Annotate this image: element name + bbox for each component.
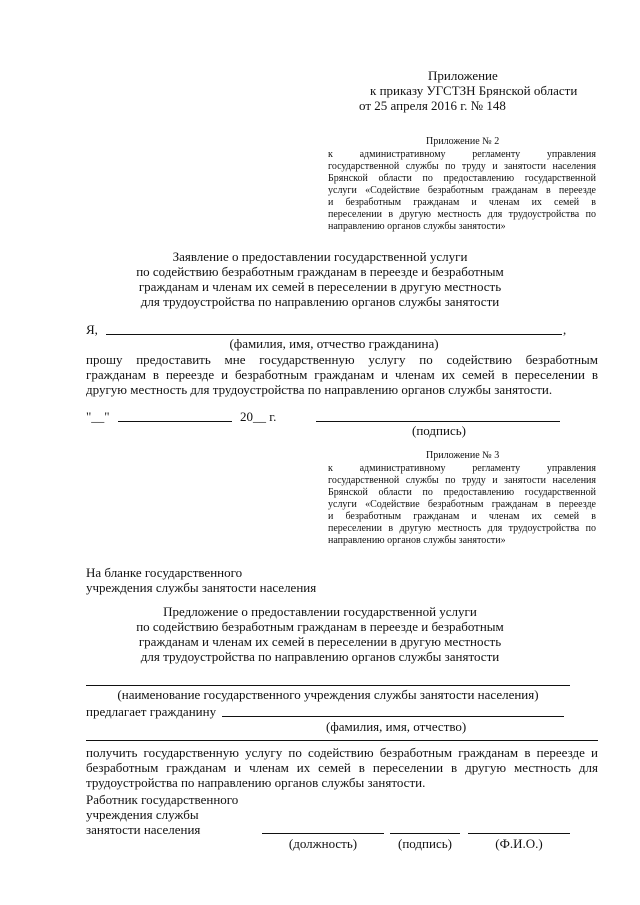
appendix2-line: переселении в другую местность для трудоустройства по [328, 209, 596, 220]
appendix2-title: Приложение № 2 [426, 136, 500, 147]
institution-caption: (наименование государственного учреждения службы занятости населения) [117, 687, 539, 702]
appendix3-line: Брянской области по предоставлению государственной [328, 487, 596, 498]
appendix2-line: услуги «Содействие безработным гражданам в переезде [328, 185, 596, 196]
header-line-1: Приложение [428, 68, 498, 83]
offer-title-line: гражданам и членам их семей в переселении в другую местность [138, 634, 502, 649]
blank-line-1: На бланке государственного [86, 565, 243, 580]
offer-title-line: Предложение о предоставлении государственной услуги [163, 604, 477, 619]
name-caption: (фамилия, имя, отчество гражданина) [229, 336, 439, 351]
worker-line: учреждения службы [86, 807, 199, 822]
application-body-line: другую местность для трудоустройства по направлению органов службы занятости. [86, 382, 553, 397]
i-label: Я, [86, 322, 98, 337]
fio-caption: (фамилия, имя, отчество) [326, 719, 467, 734]
application-body-line: прошу предоставить мне государственную услугу по содействию безработным [86, 352, 598, 367]
offer-body-line: получить государственную услугу по содействию безработным гражданам в переезде и [86, 745, 598, 760]
application-title-line: для трудоустройства по направлению органов службы занятости [140, 294, 500, 309]
appendix2-line: Брянской области по предоставлению государственной [328, 173, 596, 184]
offer-signature-line[interactable] [390, 833, 460, 834]
offer-signature-caption: (подпись) [398, 836, 452, 851]
application-title-line: гражданам и членам их семей в переселении в другую местность [138, 279, 502, 294]
offer-body-line: безработным гражданам и членам их семей в переселении в другую местность для [86, 760, 598, 775]
fio-short-caption: (Ф.И.О.) [495, 836, 543, 851]
appendix3-line: государственной службы по труду и занятости населения [328, 475, 596, 486]
date-day: "__" [86, 409, 110, 424]
fio-short-line[interactable] [468, 833, 570, 834]
signature-line[interactable] [316, 421, 560, 422]
offers-label: предлагает гражданину [86, 704, 217, 719]
appendix3-line: и безработным гражданам и членам их семей в [328, 511, 596, 522]
appendix3-line: к административному регламенту управления [328, 463, 596, 474]
offer-body-line: трудоустройства по направлению органов службы занятости. [86, 775, 426, 790]
offer-title-line: по содействию безработным гражданам в переезде и безработным [136, 619, 504, 634]
appendix2-line: государственной службы по труду и занятости населения [328, 161, 596, 172]
comma: , [563, 322, 567, 337]
appendix3-title: Приложение № 3 [426, 450, 500, 461]
application-title-line: Заявление о предоставлении государственной услуги [172, 249, 468, 264]
date-month-line[interactable] [118, 421, 232, 422]
appendix2-line: к административному регламенту управления [328, 149, 596, 160]
appendix3-line: направлению органов службы занятости» [328, 535, 506, 546]
institution-field-line[interactable] [86, 685, 570, 686]
name-field-line[interactable] [106, 334, 562, 335]
header-line-2: к приказу УГСТЗН Брянской области [370, 83, 578, 98]
position-line[interactable] [262, 833, 384, 834]
application-title-line: по содействию безработным гражданам в переезде и безработным [136, 264, 504, 279]
appendix2-line: и безработным гражданам и членам их семей в [328, 197, 596, 208]
appendix2-line: направлению органов службы занятости» [328, 221, 506, 232]
offer-title-line: для трудоустройства по направлению органов службы занятости [140, 649, 500, 664]
appendix3-line: услуги «Содействие безработным гражданам в переезде [328, 499, 596, 510]
worker-line: Работник государственного [86, 792, 239, 807]
date-year: 20__ г. [240, 409, 277, 424]
worker-line: занятости населения [86, 822, 201, 837]
header-line-3: от 25 апреля 2016 г. № 148 [359, 98, 506, 113]
signature-caption: (подпись) [412, 423, 466, 438]
position-caption: (должность) [288, 836, 358, 851]
application-body-line: гражданам в переезде и безработным гражданам и членам их семей в переселении в [86, 367, 598, 382]
extra-field-line[interactable] [86, 740, 598, 741]
blank-line-2: учреждения службы занятости населения [86, 580, 317, 595]
fio-field-line[interactable] [222, 716, 564, 717]
appendix3-line: переселении в другую местность для трудоустройства по [328, 523, 596, 534]
